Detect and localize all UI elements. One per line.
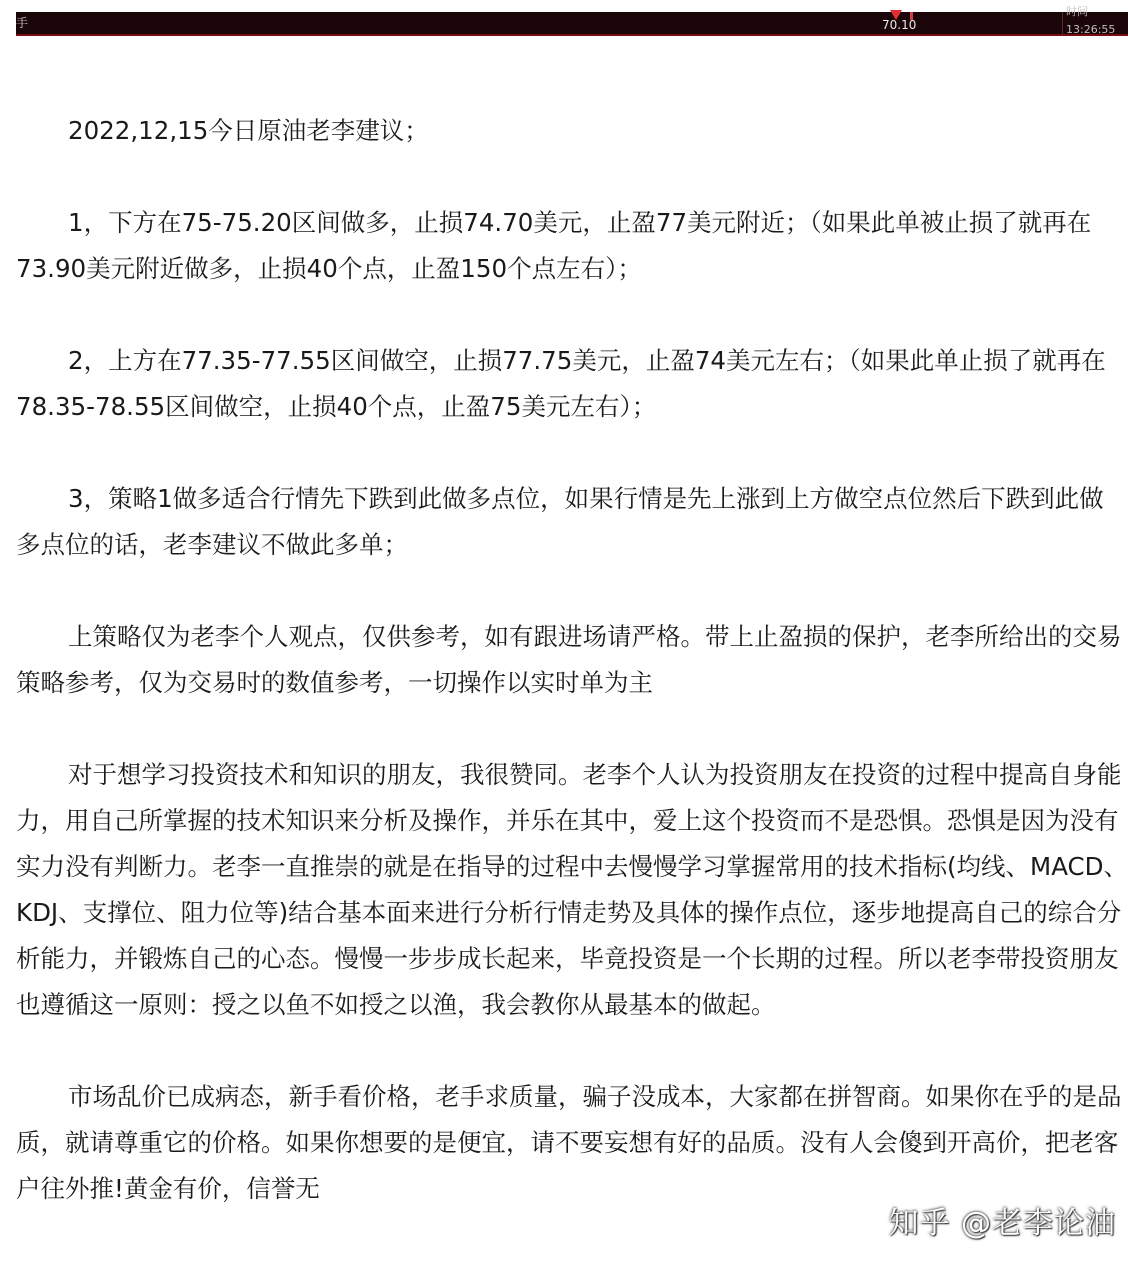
paragraph-disclaimer: 上策略仅为老李个人观点，仅供参考，如有跟进场请严格。带上止盈损的保护，老李所给出的交易策略参考，仅为交易时的数值参考，一切操作以实时单为主	[16, 622, 1122, 697]
paragraph-strategy-2: 2，上方在77.35-77.55区间做空，止损77.75美元，止盈74美元左右；（如果此单止损了就再在78.35-78.55区间做空，止损40个点，止盈75美元左右）；	[16, 346, 1106, 421]
watermark: 知乎 @老李论油	[888, 1206, 1116, 1241]
current-price: 70.10	[882, 18, 917, 32]
strip-left-text: 手	[16, 16, 29, 30]
time-label: 时间	[1066, 5, 1088, 18]
paragraph-strategy-3: 3，策略1做多适合行情先下跌到此做多点位，如果行情是先上涨到上方做空点位然后下跌到此做多点位的话，老李建议不做此多单；	[16, 484, 1104, 559]
strip-divider	[1062, 12, 1063, 34]
paragraph-market: 市场乱价已成病态，新手看价格，老手求质量，骗子没成本，大家都在拼智商。如果你在乎的是品质，就请尊重它的价格。如果你想要的是便宜，请不要妄想有好的品质。没有人会傻到开高价，把老客户往外推!黄金有价，信誉无	[16, 1082, 1122, 1203]
paragraph-title: 2022,12,15今日原油老李建议；	[68, 116, 429, 145]
time-value: 13:26:55	[1066, 23, 1116, 36]
paragraph-strategy-1: 1，下方在75-75.20区间做多，止损74.70美元，止盈77美元附近；（如果此单被止损了就再在73.90美元附近做多，止损40个点，止盈150个点左右）；	[16, 208, 1092, 283]
article-body	[16, 108, 1128, 1212]
chart-header-strip	[16, 5, 1128, 36]
paragraph-learning: 对于想学习投资技术和知识的朋友，我很赞同。老李个人认为投资朋友在投资的过程中提高自身能力，用自己所掌握的技术知识来分析及操作，并乐在其中，爱上这个投资而不是恐惧。恐惧是因为没有实力没有判断力。老李一直推崇的就是在指导的过程中去慢慢学习掌握常用的技术指标(均线、MACD、KDJ、支撑位、阻力位等)结合基本面来进行分析行情走势及具体的操作点位，逐步地提高自己的综合分析能力，并锻炼自己的心态。慢慢一步步成长起来，毕竟投资是一个长期的过程。所以老李带投资朋友也遵循这一原则：授之以鱼不如授之以渔，我会教你从最基本的做起。	[16, 760, 1128, 1019]
